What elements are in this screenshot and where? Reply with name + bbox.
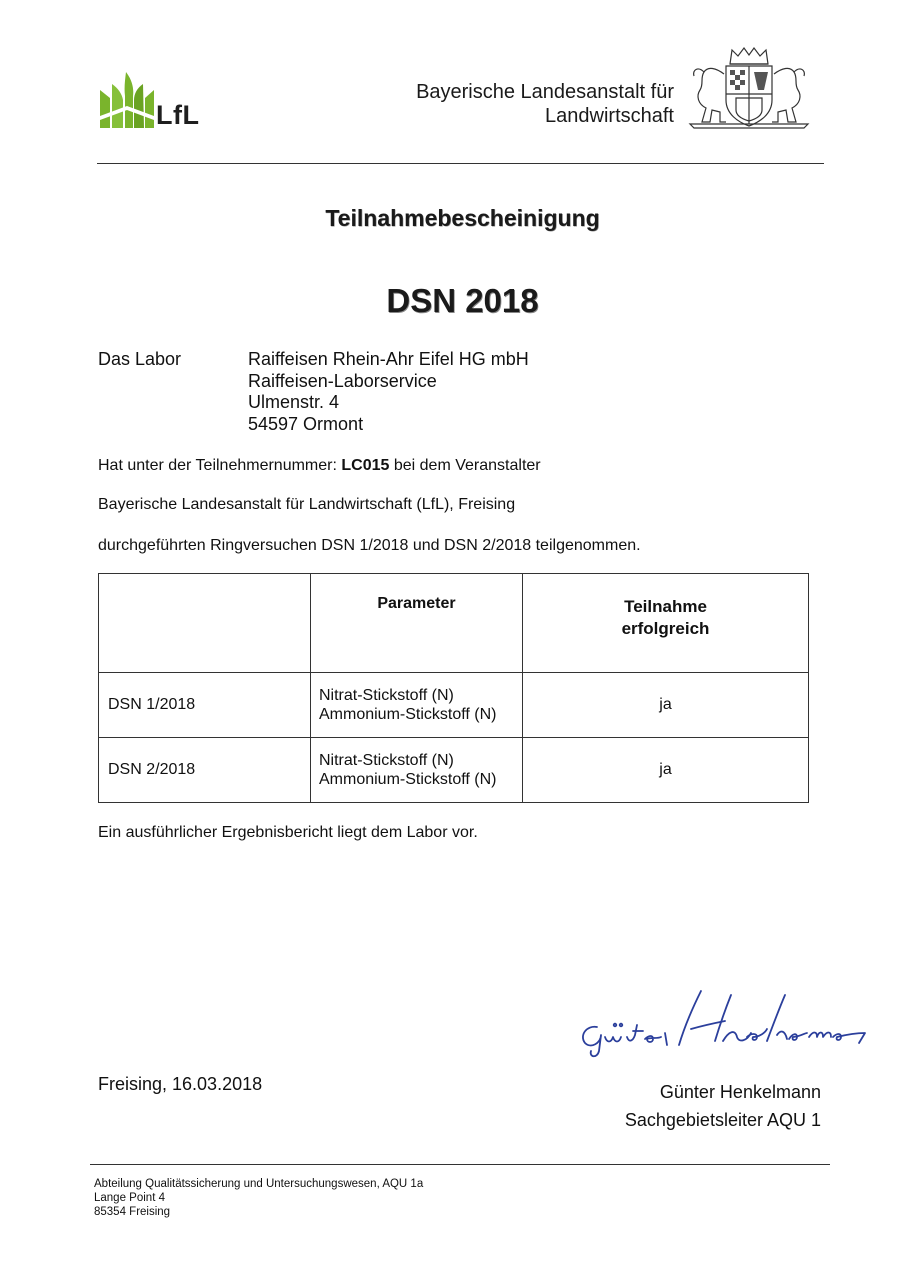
lab-street: Ulmenstr. 4 <box>248 392 340 412</box>
row-parameter: Nitrat-Stickstoff (N) <box>319 687 454 704</box>
row-parameters <box>311 673 523 738</box>
row-parameters <box>311 738 523 803</box>
handwritten-signature <box>575 985 875 1065</box>
lab-label: Das Labor <box>98 349 182 369</box>
lfl-logo <box>98 70 214 132</box>
bavarian-coat-of-arms-icon <box>680 44 818 130</box>
results-table <box>98 573 809 803</box>
header-success-line-1: Teilnahme <box>624 597 707 616</box>
table-row <box>99 673 809 738</box>
header-parameter: Parameter <box>311 574 523 673</box>
table-header-row <box>99 574 809 673</box>
closing-line: durchgeführten Ringversuchen DSN 1/2018 und DSN 2/2018 teilgenommen. <box>98 537 641 554</box>
table-row <box>99 738 809 803</box>
footer-department: Abteilung Qualitätssicherung und Untersuchungswesen, AQU 1a <box>94 1178 424 1190</box>
place-date: Freising, 16.03.2018 <box>98 1074 263 1094</box>
row-parameter: Ammonium-Stickstoff (N) <box>319 706 497 723</box>
organizer-line: Bayerische Landesanstalt für Landwirtschaft (LfL), Freising <box>98 496 516 513</box>
report-note: Ein ausführlicher Ergebnisbericht liegt dem Labor vor. <box>98 824 478 841</box>
lab-department: Raiffeisen-Laborservice <box>248 370 437 391</box>
lab-city: 54597 Ormont <box>248 413 364 434</box>
row-parameter: Nitrat-Stickstoff (N) <box>319 752 454 769</box>
footer-address <box>94 1177 423 1219</box>
participant-number: LC015 <box>341 457 390 474</box>
footer-rule <box>90 1164 830 1165</box>
institution-line-1: Bayerische Landesanstalt für <box>416 81 674 103</box>
header-success <box>523 574 809 673</box>
row-label: DSN 2/2018 <box>99 738 311 803</box>
logo-text: LfL <box>156 100 200 130</box>
signer-name: Günter Henkelmann <box>659 1082 821 1102</box>
row-parameter: Ammonium-Stickstoff (N) <box>319 771 497 788</box>
row-success: ja <box>523 673 809 738</box>
lab-address <box>248 349 529 435</box>
participant-suffix: bei dem Veranstalter <box>393 457 541 474</box>
participant-prefix: Hat unter der Teilnehmernummer: <box>98 457 337 474</box>
participant-statement <box>98 457 541 475</box>
lfl-leaf-icon <box>98 70 156 132</box>
certificate-title: Teilnahmebescheinigung <box>325 205 600 231</box>
footer-city: 85354 Freising <box>94 1206 171 1218</box>
header-rule <box>97 163 824 164</box>
row-label: DSN 1/2018 <box>99 673 311 738</box>
row-success: ja <box>523 738 809 803</box>
institution-name <box>416 80 674 128</box>
signer-role: Sachgebietsleiter AQU 1 <box>624 1110 821 1130</box>
signer-block <box>625 1078 821 1134</box>
event-title: DSN 2018 <box>386 282 539 319</box>
institution-line-2: Landwirtschaft <box>545 105 674 127</box>
footer-street: Lange Point 4 <box>94 1192 165 1204</box>
lab-name: Raiffeisen Rhein-Ahr Eifel HG mbH <box>248 349 529 369</box>
header-success-line-2: erfolgreich <box>621 619 710 638</box>
header-empty <box>99 574 311 673</box>
